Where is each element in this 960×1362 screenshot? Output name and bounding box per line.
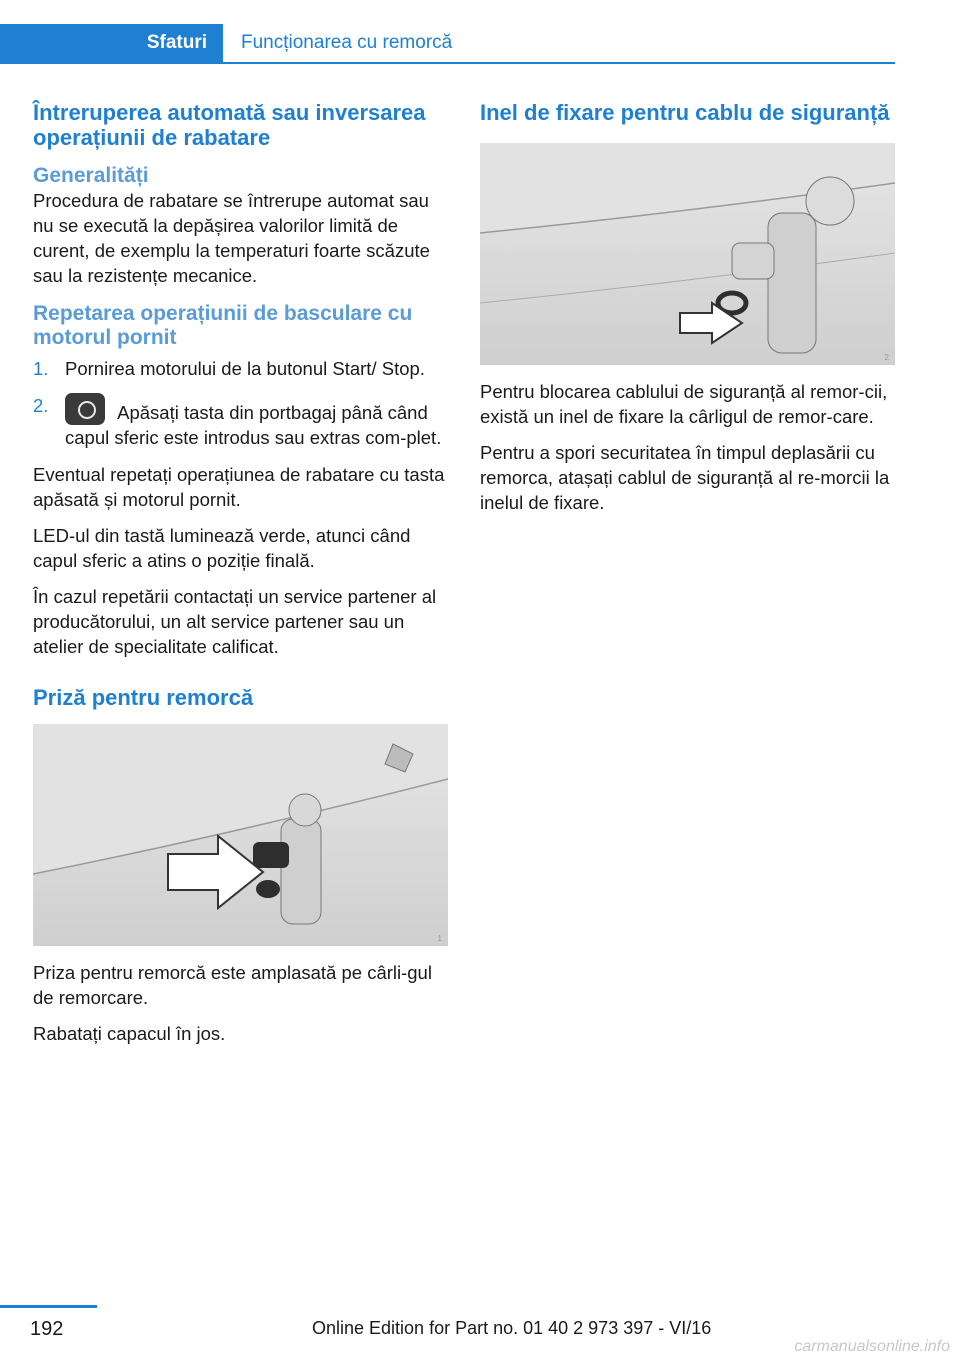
heading-auto-interrupt: Întreruperea automată sau inversarea operațiunii de rabatare	[33, 100, 426, 150]
paragraph-flip-cover: Rabatați capacul în jos.	[33, 1023, 226, 1044]
step-text: Pornirea motorului de la butonul Start/ Stop.	[65, 358, 425, 379]
safety-ring-drawing	[480, 143, 895, 365]
paragraph-general: Procedura de rabatare se întrerupe automat sau nu se execută la depășirea valorilor limită de curent, de exemplu la temperaturi foarte scăzute sau la rezistențe mecanice.	[33, 190, 430, 286]
edition-info: Online Edition for Part no. 01 40 2 973 397 - VI/16	[312, 1318, 712, 1338]
list-item	[33, 356, 449, 381]
chapter-title: Funcționarea cu remorcă	[241, 32, 453, 53]
paragraph-socket-location: Priza pentru remorcă este amplasată pe cârli-gul de remorcare.	[33, 962, 432, 1008]
safety-ring-illustration: 2	[480, 143, 895, 365]
step-text: Apăsați tasta din portbagaj până când capul sferic este introdus sau extras com-plet.	[65, 402, 442, 448]
subheading-repeat: Repetarea operațiunii de basculare cu motorul pornit	[33, 302, 413, 349]
paragraph-led: LED-ul din tastă luminează verde, atunci când capul sferic a atins o poziție finală.	[33, 525, 411, 571]
page-number: 192	[30, 1318, 64, 1340]
section-tab: Sfaturi	[0, 24, 223, 62]
left-column	[33, 100, 449, 1057]
step-number: 1.	[33, 358, 49, 379]
header-bar	[0, 24, 895, 64]
watermark: carmanualsonline.info	[794, 1338, 950, 1355]
subheading-general: Generalități	[33, 164, 149, 187]
steps-list	[33, 356, 449, 450]
tailgate-button-icon	[65, 393, 105, 425]
paragraph-service: În cazul repetării contactați un service partener al producătorului, un alt service partener sau un atelier de specialitate calificat.	[33, 586, 437, 657]
right-column	[480, 100, 896, 526]
footer-rule	[0, 1305, 97, 1308]
list-item	[33, 393, 449, 450]
step-number: 2.	[33, 395, 49, 416]
heading-socket: Priză pentru remorcă	[33, 685, 254, 710]
trailer-socket-illustration: 1	[33, 724, 448, 946]
heading-safety-ring: Inel de fixare pentru cablu de siguranță	[480, 100, 890, 125]
trailer-socket-drawing	[33, 724, 448, 946]
paragraph-ring-purpose: Pentru blocarea cablului de siguranță al remor-cii, există un inel de fixare la cârligul de remor-care.	[480, 381, 888, 427]
paragraph-repeat: Eventual repetați operațiunea de rabatare cu tasta apăsată și motorul pornit.	[33, 464, 445, 510]
paragraph-ring-usage: Pentru a spori securitatea în timpul deplasării cu remorca, atașați cablul de siguranță al re-morcii la inelul de fixare.	[480, 442, 890, 513]
